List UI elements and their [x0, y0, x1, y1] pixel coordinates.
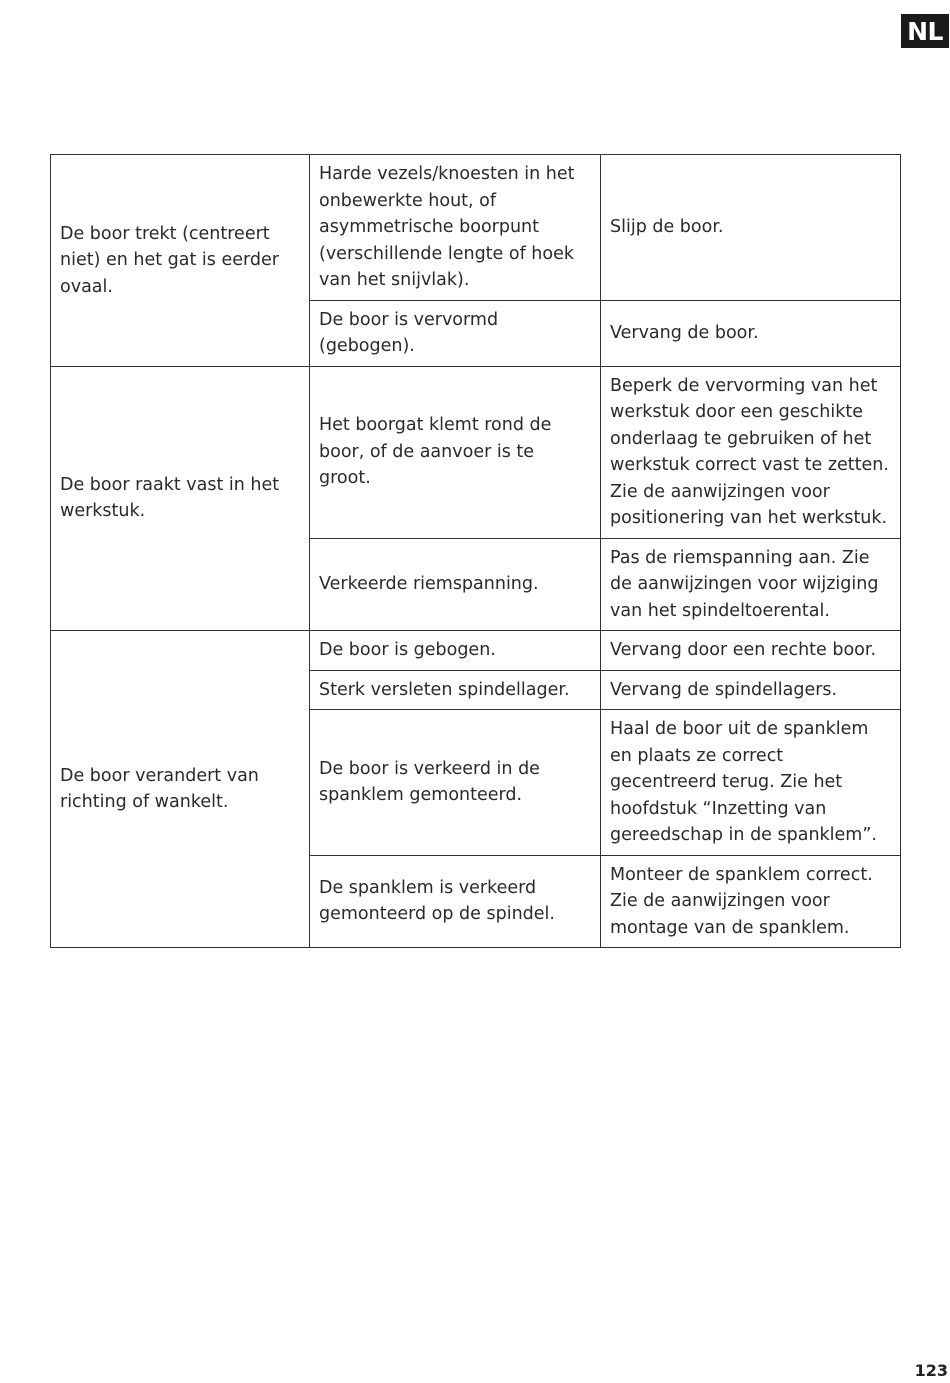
cause-cell: Het boorgat klemt rond de boor, of de aanvoer is te groot. [310, 366, 601, 538]
problem-cell: De boor raakt vast in het werkstuk. [51, 366, 310, 631]
cause-cell: Verkeerde riemspanning. [310, 538, 601, 631]
problem-cell: De boor verandert van richting of wankelt. [51, 631, 310, 948]
cause-cell: De boor is verkeerd in de spanklem gemonteerd. [310, 710, 601, 856]
cause-cell: Sterk versleten spindellager. [310, 670, 601, 710]
troubleshooting-table [50, 154, 901, 948]
language-badge: NL [901, 14, 949, 48]
solution-cell: Pas de riemspanning aan. Zie de aanwijzingen voor wijziging van het spindeltoerental. [601, 538, 901, 631]
solution-cell: Vervang de boor. [601, 300, 901, 366]
cause-cell: De spanklem is verkeerd gemonteerd op de spindel. [310, 855, 601, 948]
cause-cell: Harde vezels/knoesten in het onbewerkte hout, of asymmetrische boorpunt (verschillende lengte of hoek van het snijvlak). [310, 155, 601, 301]
solution-cell: Monteer de spanklem correct. Zie de aanwijzingen voor montage van de spanklem. [601, 855, 901, 948]
solution-cell: Vervang de spindellagers. [601, 670, 901, 710]
solution-cell: Haal de boor uit de spanklem en plaats ze correct gecentreerd terug. Zie het hoofdstuk “Inzetting van gereedschap in de spanklem”. [601, 710, 901, 856]
table-row [51, 366, 901, 538]
cause-cell: De boor is vervormd (gebogen). [310, 300, 601, 366]
problem-cell: De boor trekt (centreert niet) en het gat is eerder ovaal. [51, 155, 310, 367]
table-row [51, 631, 901, 671]
page-number: 123 [914, 1361, 948, 1380]
solution-cell: Slijp de boor. [601, 155, 901, 301]
solution-cell: Beperk de vervorming van het werkstuk door een geschikte onderlaag te gebruiken of het werkstuk correct vast te zetten. Zie de aanwijzingen voor positionering van het werkstuk. [601, 366, 901, 538]
cause-cell: De boor is gebogen. [310, 631, 601, 671]
table-row [51, 155, 901, 301]
solution-cell: Vervang door een rechte boor. [601, 631, 901, 671]
